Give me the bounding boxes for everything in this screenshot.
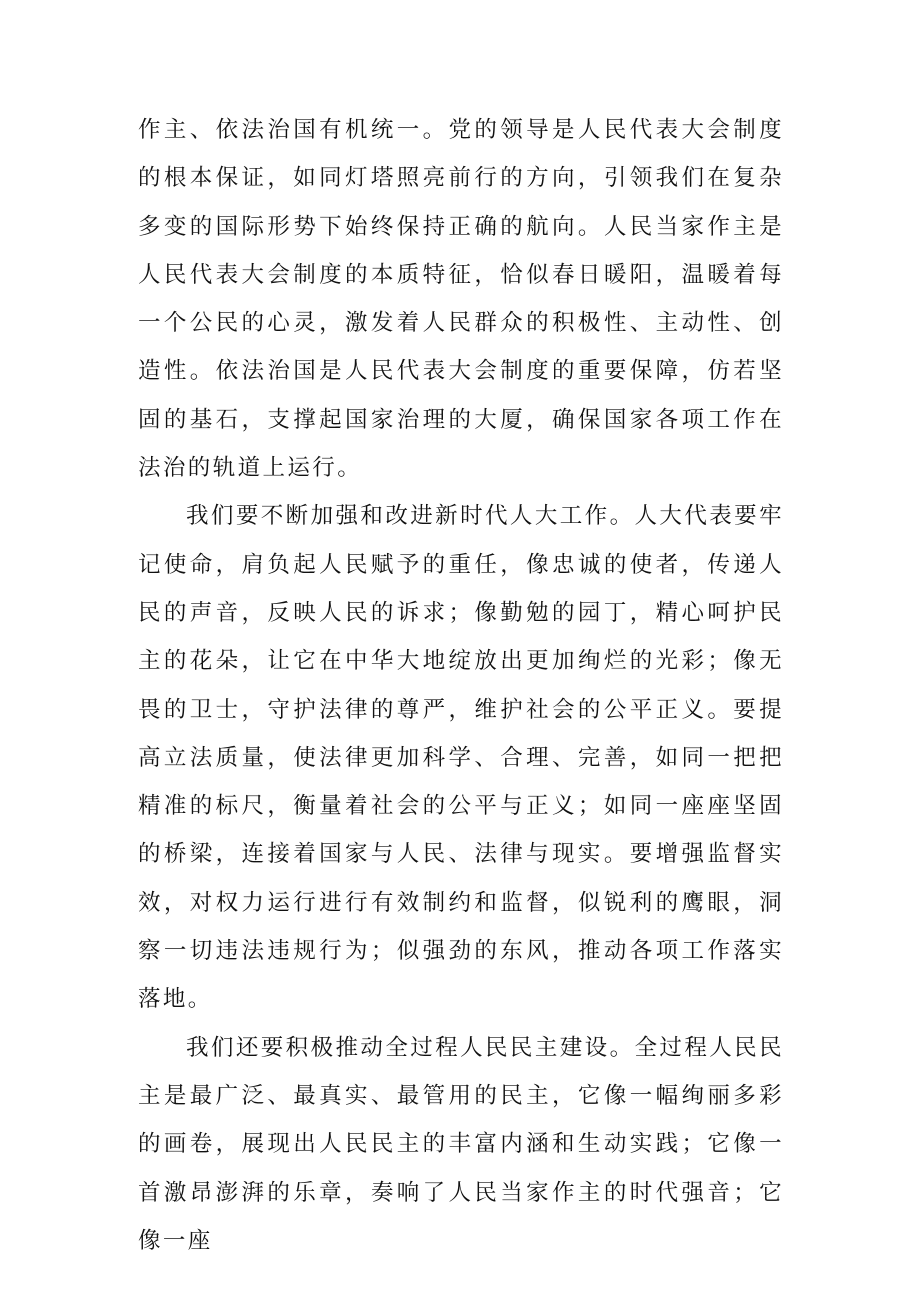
paragraph-2: 我们要不断加强和改进新时代人大工作。人大代表要牢记使命，肩负起人民赋予的重任，像忠诚的使者，传递人民的声音，反映人民的诉求；像勤勉的园丁，精心呵护民主的花朵，让它在中华大地绽放出更加绚烂的光彩；像无畏的卫士，守护法律的尊严，维护社会的公平正义。要提高立法质量，使法律更加科学、合理、完善，如同一把把精准的标尺，衡量着社会的公平与正义；如同一座座坚固的桥梁，连接着国家与人民、法律与现实。要增强监督实效，对权力运行进行有效制约和监督，似锐利的鹰眼，洞察一切违法违规行为；似强劲的东风，推动各项工作落实落地。: [138, 503, 784, 1013]
document-page: [138, 106, 784, 1265]
paragraph-3: 我们还要积极推动全过程人民民主建设。全过程人民民主是最广泛、最真实、最管用的民主，它像一幅绚丽多彩的画卷，展现出人民民主的丰富内涵和生动实践；它像一首激昂澎湃的乐章，奏响了人民当家作主的时代强音；它像一座: [138, 1034, 784, 1254]
paragraph-1: 作主、依法治国有机统一。党的领导是人民代表大会制度的根本保证，如同灯塔照亮前行的方向，引领我们在复杂多变的国际形势下始终保持正确的航向。人民当家作主是人民代表大会制度的本质特征，恰似春日暖阳，温暖着每一个公民的心灵，激发着人民群众的积极性、主动性、创造性。依法治国是人民代表大会制度的重要保障，仿若坚固的基石，支撑起国家治理的大厦，确保国家各项工作在法治的轨道上运行。: [138, 117, 784, 482]
